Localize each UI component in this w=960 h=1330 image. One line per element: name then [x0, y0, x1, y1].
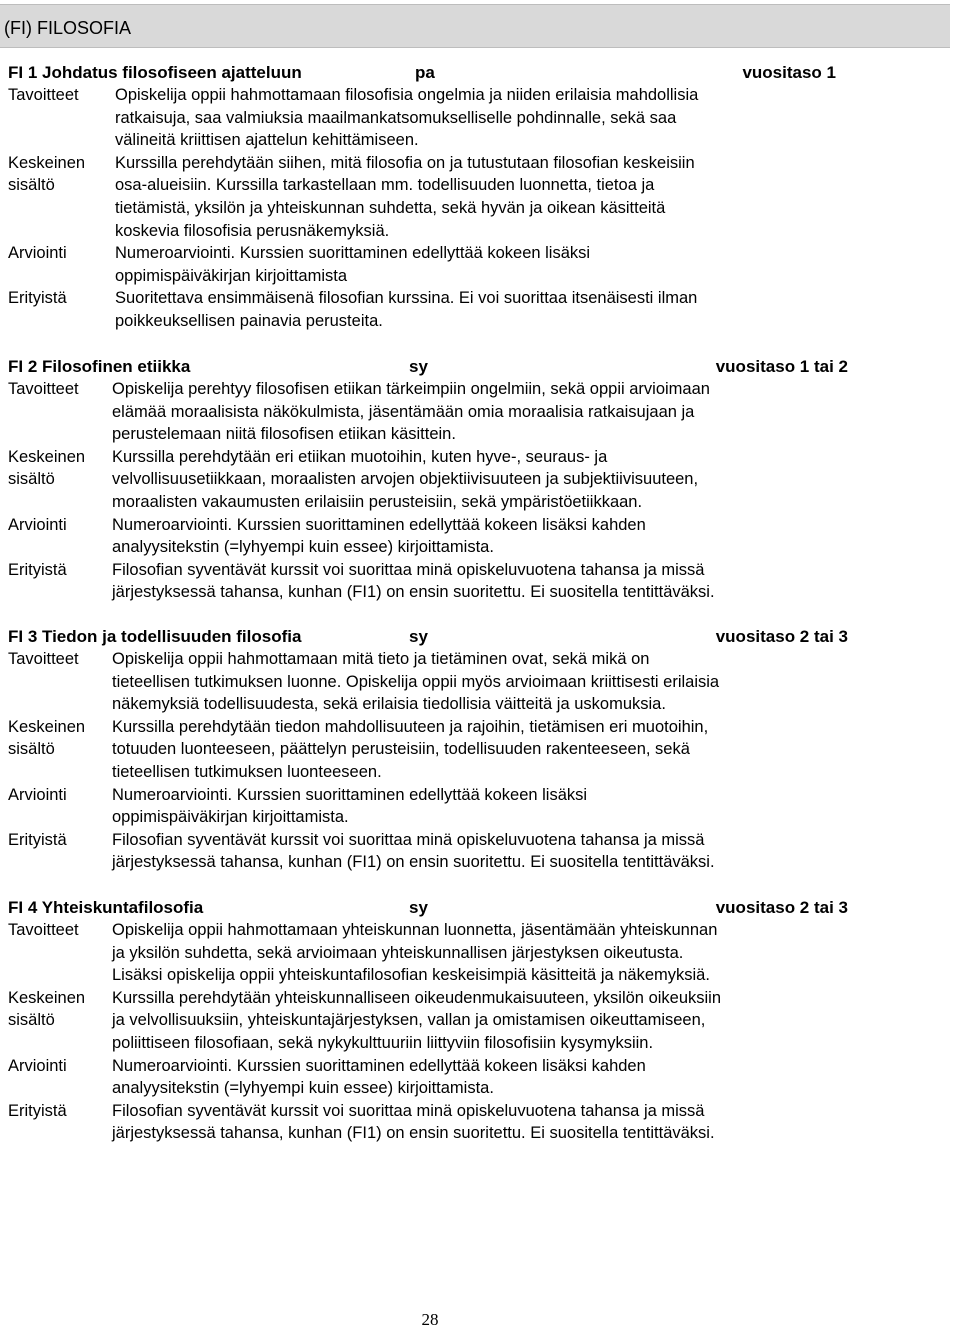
- field-label: Tavoitteet: [8, 86, 79, 104]
- course-field-row: [8, 1100, 848, 1145]
- field-text-line: järjestyksessä tahansa, kunhan (FI1) on ensin suoritettu. Ei suositella tentittäväksi.: [112, 1124, 715, 1143]
- field-text-line: velvollisuusetiikkaan, moraalisten arvojen objektiivisuuteen ja subjektiivisuuteen,: [112, 470, 699, 489]
- field-text: [112, 919, 848, 987]
- field-label: Erityistä: [8, 289, 67, 308]
- field-text: [112, 1055, 848, 1100]
- field-text-line: Kurssilla perehdytään yhteiskunnalliseen oikeudenmukaisuuteen, yksilön oikeuksiin: [112, 988, 722, 1007]
- course-section: [8, 626, 848, 874]
- field-label: Keskeinen sisältö: [8, 447, 86, 489]
- field-text-line: Numeroarviointi. Kurssien suorittaminen edellyttää kokeen lisäksi kahden: [112, 1056, 646, 1075]
- course-field-row: [8, 446, 848, 514]
- course-title: FI 3 Tiedon ja todellisuuden filosofia: [8, 627, 302, 646]
- field-text-line: Kurssilla perehdytään tiedon mahdollisuuteen ja rajoihin, tietämisen eri muotoihin,: [112, 717, 709, 736]
- field-text: [112, 716, 848, 784]
- course-year-level: vuositaso 1 tai 2: [715, 357, 848, 376]
- field-text-line: Opiskelija oppii hahmottamaan yhteiskunnan luonnetta, jäsentämään yhteiskunnan: [112, 921, 718, 939]
- field-label: Keskeinen sisältö: [8, 717, 86, 759]
- field-text-line: totuuden luonteeseen, päättelyn perusteisiin, todellisuuden rakenteeseen, sekä: [112, 740, 690, 759]
- course-field-row: [8, 152, 848, 242]
- field-text-line: Numeroarviointi. Kurssien suorittaminen edellyttää kokeen lisäksi: [112, 785, 588, 804]
- field-text-line: tieteellisen tutkimuksen luonne. Opiskelija oppii myös arvioimaan kriittisesti erilaisia: [112, 672, 720, 691]
- field-text: [112, 1100, 848, 1145]
- field-text-line: oppimispäiväkirjan kirjoittamista.: [112, 808, 349, 827]
- course-year-level: vuositaso 2 tai 3: [715, 627, 848, 646]
- course-code: sy: [409, 357, 428, 376]
- field-text-line: Lisäksi opiskelija oppii yhteiskuntafilosofian keskeisimpiä käsitteitä ja näkemyksiä.: [112, 966, 710, 985]
- field-label: Erityistä: [8, 830, 67, 849]
- field-text-line: tieteellisen tutkimuksen luonteeseen.: [112, 762, 382, 781]
- field-label: Keskeinen sisältö: [8, 988, 86, 1030]
- field-text-line: Numeroarviointi. Kurssien suorittaminen edellyttää kokeen lisäksi: [115, 244, 591, 263]
- field-text-line: ratkaisuja, saa valmiuksia maailmankatsomukselliselle pohdinnalle, sekä saa: [115, 108, 677, 127]
- field-text: [112, 987, 848, 1055]
- field-label: Arviointi: [8, 1056, 67, 1075]
- field-text-line: tietämistä, yksilön ja yhteiskunnan suhdetta, sekä hyvän ja oikean käsitteitä: [115, 198, 666, 217]
- course-heading: [8, 62, 848, 84]
- field-text: [112, 648, 848, 716]
- field-text-line: Numeroarviointi. Kurssien suorittaminen edellyttää kokeen lisäksi kahden: [112, 515, 646, 534]
- field-label: Tavoitteet: [8, 921, 79, 939]
- course-code: sy: [409, 627, 428, 646]
- field-text-line: analyysitekstin (=lyhyempi kuin essee) kirjoittamista.: [112, 1079, 494, 1098]
- field-text-line: Kurssilla perehdytään eri etiikan muotoihin, kuten hyve-, seuraus- ja: [112, 447, 608, 466]
- field-text-line: poikkeuksellisen painavia perusteita.: [115, 311, 383, 330]
- field-text: [112, 784, 848, 829]
- field-label: Arviointi: [8, 515, 67, 534]
- field-text-line: elämää moraalisista näkökulmista, jäsentämään omia moraalisia ratkaisujaan ja: [112, 402, 695, 421]
- field-label: Tavoitteet: [8, 380, 79, 398]
- field-text-line: osa-alueisiin. Kurssilla tarkastellaan mm. todellisuuden luonnetta, tietoa ja: [115, 176, 655, 195]
- field-text-line: näkemyksiä todellisuudesta, sekä erilaisia tiedollisia väitteitä ja uskomuksia.: [112, 695, 666, 714]
- course-title: FI 1 Johdatus filosofiseen ajatteluun: [8, 63, 302, 82]
- field-text: [115, 152, 848, 242]
- field-text: [112, 829, 848, 874]
- field-text: [112, 378, 848, 446]
- page-number: 28: [421, 1310, 439, 1329]
- field-text-line: järjestyksessä tahansa, kunhan (FI1) on ensin suoritettu. Ei suositella tentittäväksi.: [112, 583, 715, 602]
- course-title: FI 4 Yhteiskuntafilosofia: [8, 898, 204, 917]
- course-field-row: [8, 559, 848, 604]
- field-text-line: Filosofian syventävät kurssit voi suorittaa minä opiskeluvuotena tahansa ja missä: [112, 560, 705, 579]
- field-text-line: moraalisten vakaumusten erilaisiin perusteisiin, sekä ympäristöetiikkaan.: [112, 492, 643, 511]
- course-section: [8, 356, 848, 604]
- course-field-row: [8, 829, 848, 874]
- course-year-level: vuositaso 2 tai 3: [715, 898, 848, 917]
- course-code: pa: [415, 63, 435, 82]
- course-field-row: [8, 919, 848, 987]
- course-section: [8, 62, 848, 333]
- field-text-line: Suoritettava ensimmäisenä filosofian kurssina. Ei voi suorittaa itsenäisesti ilman: [115, 289, 698, 308]
- field-text-line: Opiskelija oppii hahmottamaan mitä tieto ja tietäminen ovat, sekä mikä on: [112, 650, 650, 668]
- field-label: Tavoitteet: [8, 650, 79, 668]
- course-field-row: [8, 784, 848, 829]
- field-text-line: oppimispäiväkirjan kirjoittamista: [115, 266, 347, 285]
- course-field-row: [8, 987, 848, 1055]
- field-label: Erityistä: [8, 560, 67, 579]
- course-field-row: [8, 514, 848, 559]
- field-text-line: Opiskelija oppii hahmottamaan filosofisia ongelmia ja niiden erilaisia mahdollisia: [115, 86, 699, 104]
- section-header: [0, 4, 950, 48]
- course-field-row: [8, 716, 848, 784]
- course-field-row: [8, 84, 848, 152]
- field-text-line: ja yksilön suhdetta, sekä arvioimaan yhteiskunnallisen järjestyksen oikeutusta.: [112, 943, 684, 962]
- field-text: [115, 84, 848, 152]
- field-text-line: poliittiseen filosofiaan, sekä nykykulttuuriin liittyviin filosofisiin kysymyksiin.: [112, 1033, 654, 1052]
- field-text-line: perustelemaan niitä filosofisen etiikan käsittein.: [112, 425, 456, 444]
- field-text-line: järjestyksessä tahansa, kunhan (FI1) on ensin suoritettu. Ei suositella tentittäväksi.: [112, 853, 715, 872]
- field-text: [115, 287, 848, 332]
- field-label: Arviointi: [8, 244, 67, 263]
- field-label: Keskeinen sisältö: [8, 153, 86, 195]
- field-text-line: Filosofian syventävät kurssit voi suorittaa minä opiskeluvuotena tahansa ja missä: [112, 830, 705, 849]
- course-field-row: [8, 242, 848, 287]
- field-text: [112, 559, 848, 604]
- course-title: FI 2 Filosofinen etiikka: [8, 357, 191, 376]
- course-section: [8, 897, 848, 1145]
- field-text-line: Filosofian syventävät kurssit voi suorittaa minä opiskeluvuotena tahansa ja missä: [112, 1101, 705, 1120]
- field-text-line: ja velvollisuuksiin, yhteiskuntajärjestyksen, vallan ja omistamisen oikeuttamiseen,: [112, 1011, 706, 1030]
- field-text: [112, 446, 848, 514]
- field-text-line: Kurssilla perehdytään siihen, mitä filosofia on ja tutustutaan filosofian keskeisiin: [115, 153, 695, 172]
- course-code: sy: [409, 898, 428, 917]
- field-text-line: välineitä kriittisen ajattelun kehittämiseen.: [115, 131, 419, 150]
- field-label: Erityistä: [8, 1101, 67, 1120]
- field-text-line: koskevia filosofisia perusnäkemyksiä.: [115, 221, 390, 240]
- field-text-line: Opiskelija perehtyy filosofisen etiikan tärkeimpiin ongelmiin, sekä oppii arvioimaan: [112, 380, 710, 398]
- course-field-row: [8, 648, 848, 716]
- course-field-row: [8, 1055, 848, 1100]
- field-label: Arviointi: [8, 785, 67, 804]
- field-text: [115, 242, 848, 287]
- course-heading: [8, 626, 848, 648]
- field-text-line: analyysitekstin (=lyhyempi kuin essee) kirjoittamista.: [112, 538, 494, 557]
- section-title: (FI) FILOSOFIA: [4, 18, 132, 38]
- field-text: [112, 514, 848, 559]
- course-year-level: vuositaso 1: [742, 63, 836, 82]
- course-heading: [8, 356, 848, 378]
- course-field-row: [8, 287, 848, 332]
- course-field-row: [8, 378, 848, 446]
- course-heading: [8, 897, 848, 919]
